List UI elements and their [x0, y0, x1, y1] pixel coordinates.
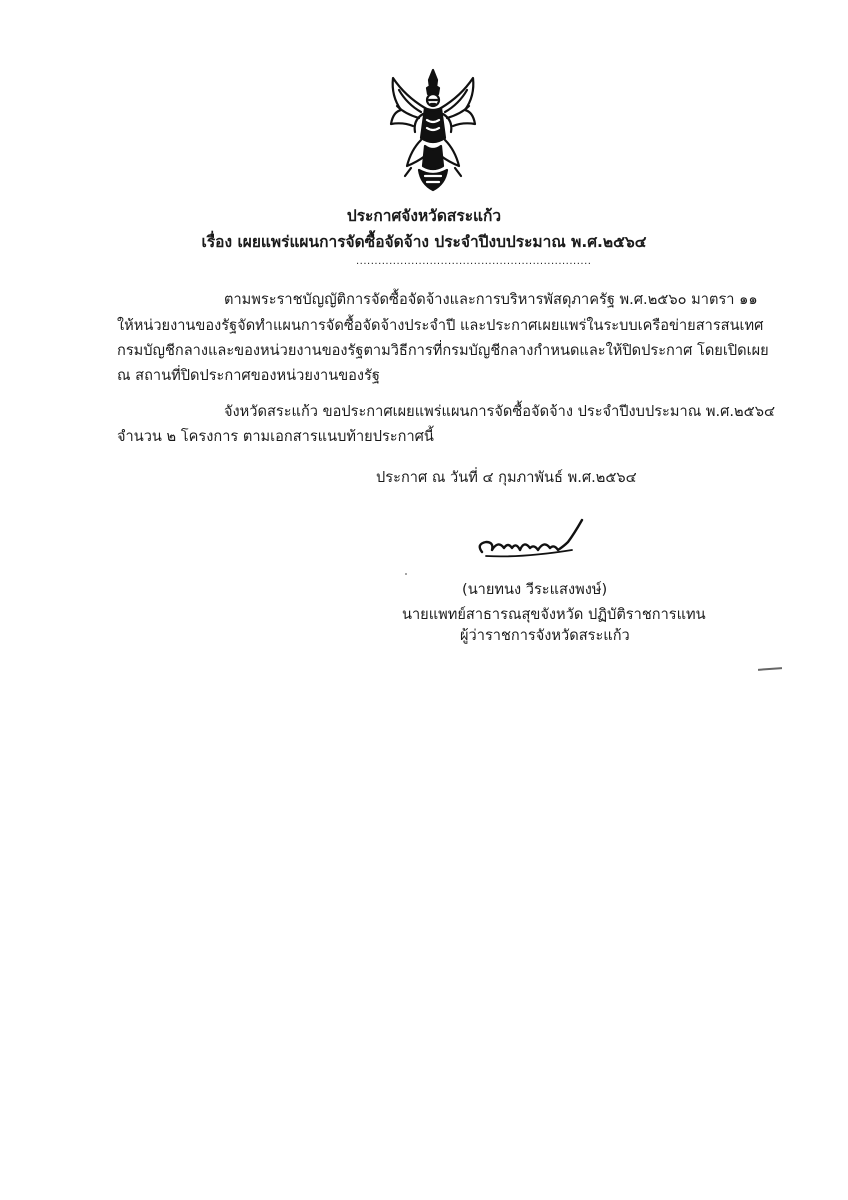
handwritten-signature-icon	[472, 514, 592, 564]
signer-name: (นายทนง วีระแสงพงษ์)	[462, 581, 608, 598]
scan-speck	[405, 573, 407, 575]
scan-mark	[758, 667, 782, 671]
paragraph-1-line-4: ณ สถานที่ปิดประกาศของหน่วยงานของรัฐ	[117, 367, 380, 384]
announcement-subject: เรื่อง เผยแพร่แผนการจัดซื้อจัดจ้าง ประจำปีงบประมาณ พ.ศ.๒๕๖๔	[201, 233, 647, 251]
paragraph-1-line-1: ตามพระราชบัญญัติการจัดซื้อจัดจ้างและการบริหารพัสดุภาครัฐ พ.ศ.๒๕๖๐ มาตรา ๑๑	[224, 291, 758, 308]
announcement-date: ประกาศ ณ วันที่ ๔ กุมภาพันธ์ พ.ศ.๒๕๖๔	[376, 469, 637, 486]
paragraph-1-line-2: ให้หน่วยงานของรัฐจัดทำแผนการจัดซื้อจัดจ้างประจำปี และประกาศเผยแพร่ในระบบเครือข่ายสารสนเทศ	[117, 317, 764, 334]
announcement-title: ประกาศจังหวัดสระแก้ว	[346, 207, 502, 225]
title-divider: ................................................................	[356, 256, 592, 267]
paragraph-2-line-2: จำนวน ๒ โครงการ ตามเอกสารแนบท้ายประกาศนี้	[117, 428, 434, 445]
signer-position-line-2: ผู้ว่าราชการจังหวัดสระแก้ว	[460, 627, 630, 644]
garuda-emblem-icon	[385, 66, 481, 194]
signer-position-line-1: นายแพทย์สาธารณสุขจังหวัด ปฏิบัติราชการแทน	[402, 606, 706, 623]
paragraph-1-line-3: กรมบัญชีกลางและของหน่วยงานของรัฐตามวิธีการที่กรมบัญชีกลางกำหนดและให้ปิดประกาศ โดยเปิดเผย	[117, 342, 769, 359]
paragraph-2-line-1: จังหวัดสระแก้ว ขอประกาศเผยแพร่แผนการจัดซื้อจัดจ้าง ประจำปีงบประมาณ พ.ศ.๒๕๖๔	[224, 403, 776, 420]
